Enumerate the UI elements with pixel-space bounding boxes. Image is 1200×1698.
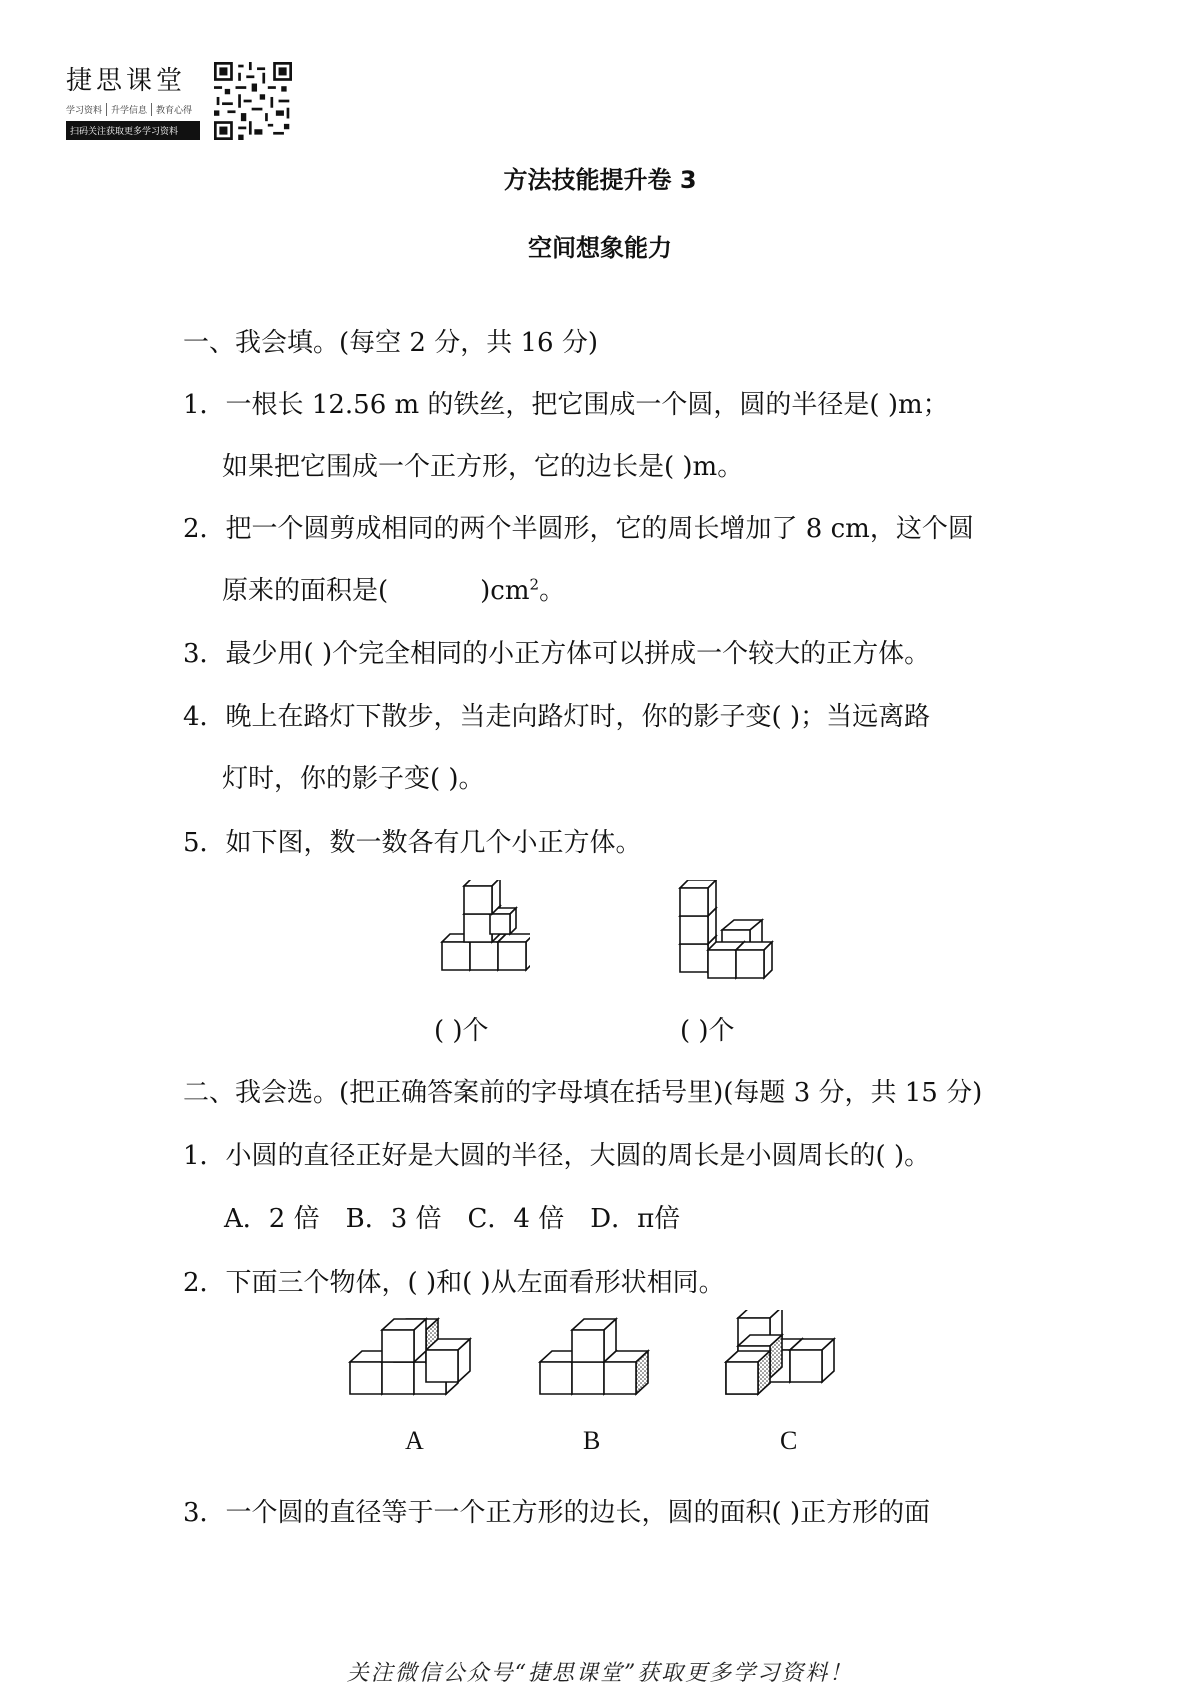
question-text-part: 原来的面积是( <box>222 576 389 606</box>
question-text-part: )cm <box>480 576 530 606</box>
option-b[interactable]: B．3 倍 <box>345 1204 442 1234</box>
cube-face <box>680 944 708 972</box>
answer-label: ( )个 <box>434 1016 489 1046</box>
question-text: 如果把它围成一个正方形，它的边长是( )m。 <box>222 452 744 482</box>
footer-note: 关注微信公众号“捷思课堂”获取更多学习资料！ <box>346 1661 854 1686</box>
cube-face <box>350 1362 382 1394</box>
cube-face <box>540 1362 572 1394</box>
object-label-a: A <box>405 1426 424 1455</box>
qr-code-icon <box>214 62 292 140</box>
scan-caption: 扫码关注获取更多学习资料 <box>66 121 200 140</box>
brand-tag: 教育心得 <box>156 106 193 116</box>
question-text: 灯时，你的影子变( )。 <box>222 764 485 794</box>
three-objects-figure <box>340 1310 880 1420</box>
cube-face <box>680 916 708 944</box>
option-a[interactable]: A．2 倍 <box>224 1204 320 1234</box>
option-d[interactable]: D．π倍 <box>590 1204 681 1234</box>
cube-face <box>426 1350 458 1382</box>
cube-face <box>680 888 708 916</box>
cube-face <box>736 950 764 978</box>
cube-face <box>572 1330 604 1362</box>
question-text: 1．小圆的直径正好是大圆的半径，大圆的周长是小圆周长的( )。 <box>183 1141 931 1171</box>
cube-face <box>726 1362 758 1394</box>
cube-face <box>498 942 526 970</box>
brand-tag: 升学信息 <box>111 103 152 116</box>
object-label-c: C <box>780 1426 798 1455</box>
cube-stack-figure <box>676 880 786 985</box>
page-subtitle: 空间想象能力 <box>528 234 672 262</box>
question-text: 1．一根长 12.56 m 的铁丝，把它围成一个圆，圆的半径是( )m； <box>183 390 949 420</box>
question-text: 3．最少用( )个完全相同的小正方体可以拼成一个较大的正方体。 <box>183 639 931 669</box>
option-list <box>224 1198 706 1235</box>
cube-face <box>790 1350 822 1382</box>
brand-name: 捷思课堂 <box>66 66 187 96</box>
cube-face <box>470 942 498 970</box>
cube-face <box>490 914 510 934</box>
question-text: 2．把一个圆剪成相同的两个半圆形，它的周长增加了 8 cm，这个圆 <box>183 514 974 544</box>
cube-face <box>464 886 492 914</box>
question-text: 5．如下图，数一数各有几个小正方体。 <box>183 828 642 858</box>
cube-face <box>442 942 470 970</box>
page-title: 方法技能提升卷 3 <box>503 166 697 194</box>
question-text: 4．晚上在路灯下散步，当走向路灯时，你的影子变( )；当远离路 <box>183 702 931 732</box>
cube-face <box>572 1362 604 1394</box>
brand-tag: 学习资料 <box>66 103 107 116</box>
cube-face <box>382 1330 414 1362</box>
section-heading: 一、我会填。(每空 2 分，共 16 分) <box>183 328 598 358</box>
question-text: 3．一个圆的直径等于一个正方形的边长，圆的面积( )正方形的面 <box>183 1498 931 1528</box>
question-text: 2．下面三个物体，( )和( )从左面看形状相同。 <box>183 1268 725 1298</box>
brand-logo <box>66 60 196 140</box>
superscript: 2 <box>529 575 540 594</box>
cube-face <box>464 914 492 942</box>
question-text <box>222 570 565 607</box>
cube-stack-figure <box>430 880 530 985</box>
answer-label: ( )个 <box>680 1016 735 1046</box>
section-heading: 二、我会选。(把正确答案前的字母填在括号里)(每题 3 分，共 15 分) <box>183 1078 983 1108</box>
question-text-part: 。 <box>539 576 566 606</box>
object-label-b: B <box>583 1426 601 1455</box>
cube-face <box>708 950 736 978</box>
cube-face <box>604 1362 636 1394</box>
cube-face <box>382 1362 414 1394</box>
brand-tags <box>66 103 196 116</box>
option-c[interactable]: C．4 倍 <box>467 1204 565 1234</box>
